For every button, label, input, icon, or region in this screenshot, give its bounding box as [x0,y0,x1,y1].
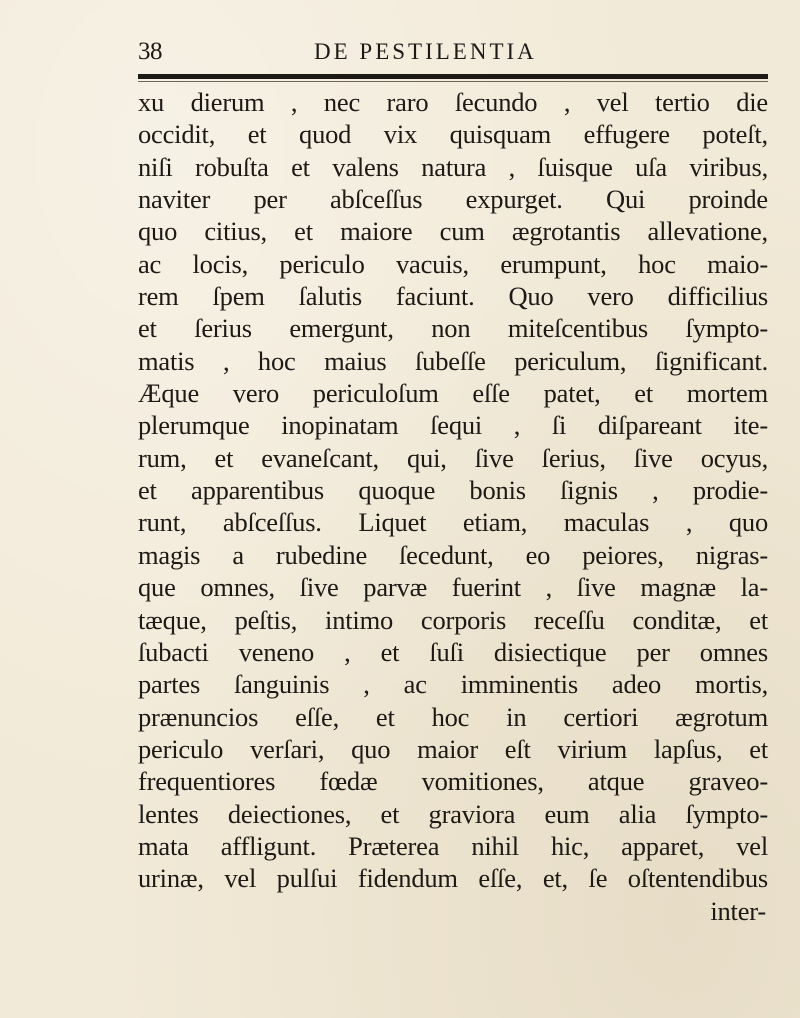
text-line: tæque, peſtis, intimo corporis receſſu conditæ, et [138,604,768,635]
page-header [138,38,768,70]
text-line: quo citius, et maiore cum ægrotantis allevatione, [138,216,768,247]
text-line: que omnes, ſive parvæ fuerint , ſive magnæ la- [138,572,768,603]
text-line: prænuncios eſſe, et hoc in certiori ægrotum [138,701,768,732]
text-line: partes ſanguinis , ac imminentis adeo mortis, [138,669,768,700]
text-line: rum, et evaneſcant, qui, ſive ſerius, ſive ocyus, [138,442,768,473]
text-line: periculo verſari, quo maior eſt virium lapſus, et [138,733,768,764]
catchword: inter- [710,895,766,926]
text-line: ſubacti veneno , et ſuſi disiectique per omnes [138,636,768,667]
header-rule-thin [138,81,768,82]
text-line: frequentiores fœdæ vomitiones, atque graveo- [138,766,768,797]
text-line: et apparentibus quoque bonis ſignis , prodie- [138,475,768,506]
text-line: xu dierum , nec raro ſecundo , vel tertio die [138,87,768,117]
text-line: niſi robuſta et valens natura , ſuisque uſa viribus, [138,151,768,182]
body-text [138,86,768,927]
text-line: magis a rubedine ſecedunt, eo peiores, nigras- [138,539,768,570]
page-number: 38 [138,38,162,65]
header-rule [138,74,768,79]
text-line: urinæ, vel pulſui fidendum eſſe, et, ſe oſtentendibus [138,863,768,894]
text-line: mata affligunt. Præterea nihil hic, apparet, vel [138,830,768,861]
running-title: DE PESTILENTIA [314,39,537,64]
text-line: runt, abſceſſus. Liquet etiam, maculas , quo [138,507,768,538]
text-line: Æque vero periculoſum eſſe patet, et mortem [138,378,768,409]
text-line: plerumque inopinatam ſequi , ſi diſpareant ite- [138,410,768,441]
text-line: lentes deiectiones, et graviora eum alia ſympto- [138,798,768,829]
text-line: rem ſpem ſalutis faciunt. Quo vero difficilius [138,281,768,312]
text-line: occidit, et quod vix quisquam effugere poteſt, [138,119,768,150]
text-line: et ſerius emergunt, non miteſcentibus ſympto- [138,313,768,344]
text-line: matis , hoc maius ſubeſſe periculum, ſignificant. [138,345,768,376]
text-line: naviter per abſceſſus expurget. Qui proinde [138,184,768,215]
text-line: ac locis, periculo vacuis, erumpunt, hoc maio- [138,248,768,279]
